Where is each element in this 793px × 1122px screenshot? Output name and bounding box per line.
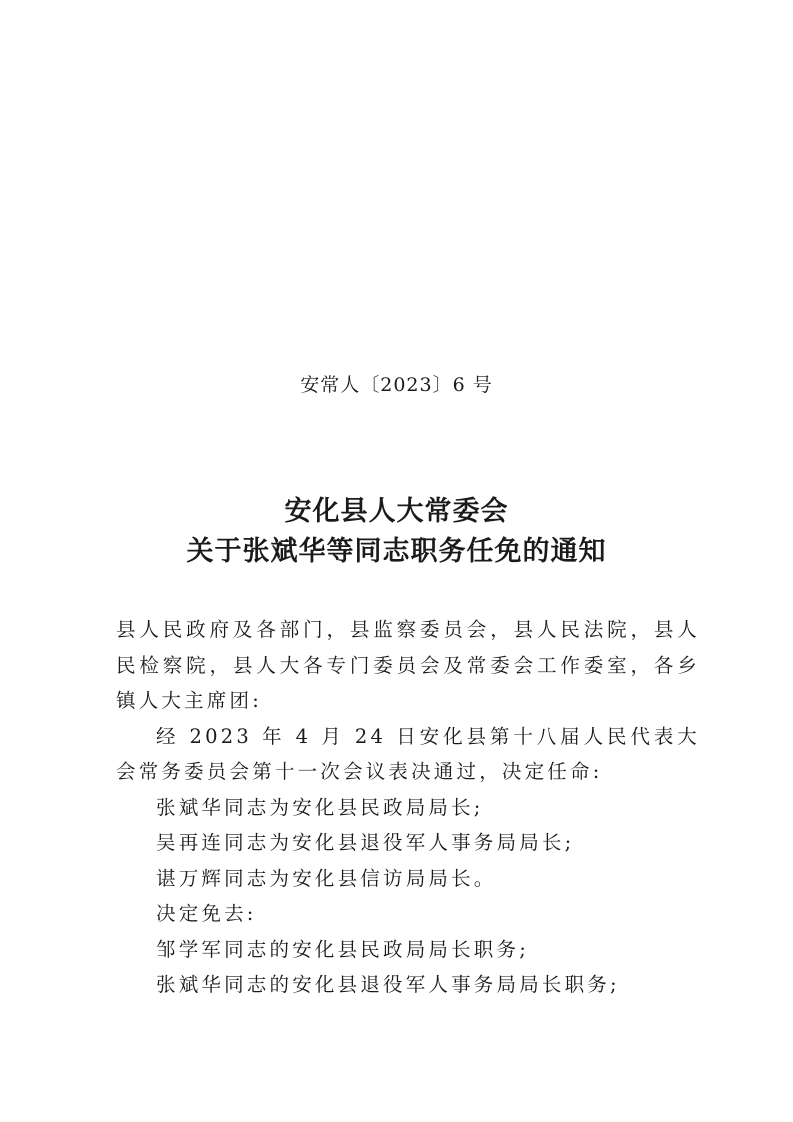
title-line-2: 关于张斌华等同志职务任免的通知 bbox=[186, 536, 607, 567]
appointment-item: 谌万辉同志为安化县信访局局长。 bbox=[156, 866, 497, 890]
title-line-1: 安化县人大常委会 bbox=[284, 496, 509, 527]
appointment-item: 吴再连同志为安化县退役军人事务局局长; bbox=[156, 831, 575, 854]
removal-item: 张斌华同志的安化县退役军人事务局局长职务; bbox=[156, 973, 620, 996]
document-body bbox=[116, 612, 700, 1003]
document-number: 安常人〔2023〕6 号 bbox=[300, 374, 493, 396]
addressee-paragraph: 县人民政府及各部门，县监察委员会，县人民法院，县人民检察院，县人大各专门委员会及常委会工作委室，各乡镇人大主席团: bbox=[116, 618, 700, 712]
removal-item: 邹学军同志的安化县民政局局长职务; bbox=[156, 937, 529, 961]
document-title bbox=[0, 492, 793, 572]
appointment-item: 张斌华同志为安化县民政局局长; bbox=[156, 795, 484, 819]
intro-paragraph: 经 2023 年 4 月 24 日安化县第十八届人民代表大会常务委员会第十一次会议表决通过，决定任命: bbox=[116, 724, 700, 783]
removal-heading: 决定免去: bbox=[156, 902, 257, 925]
